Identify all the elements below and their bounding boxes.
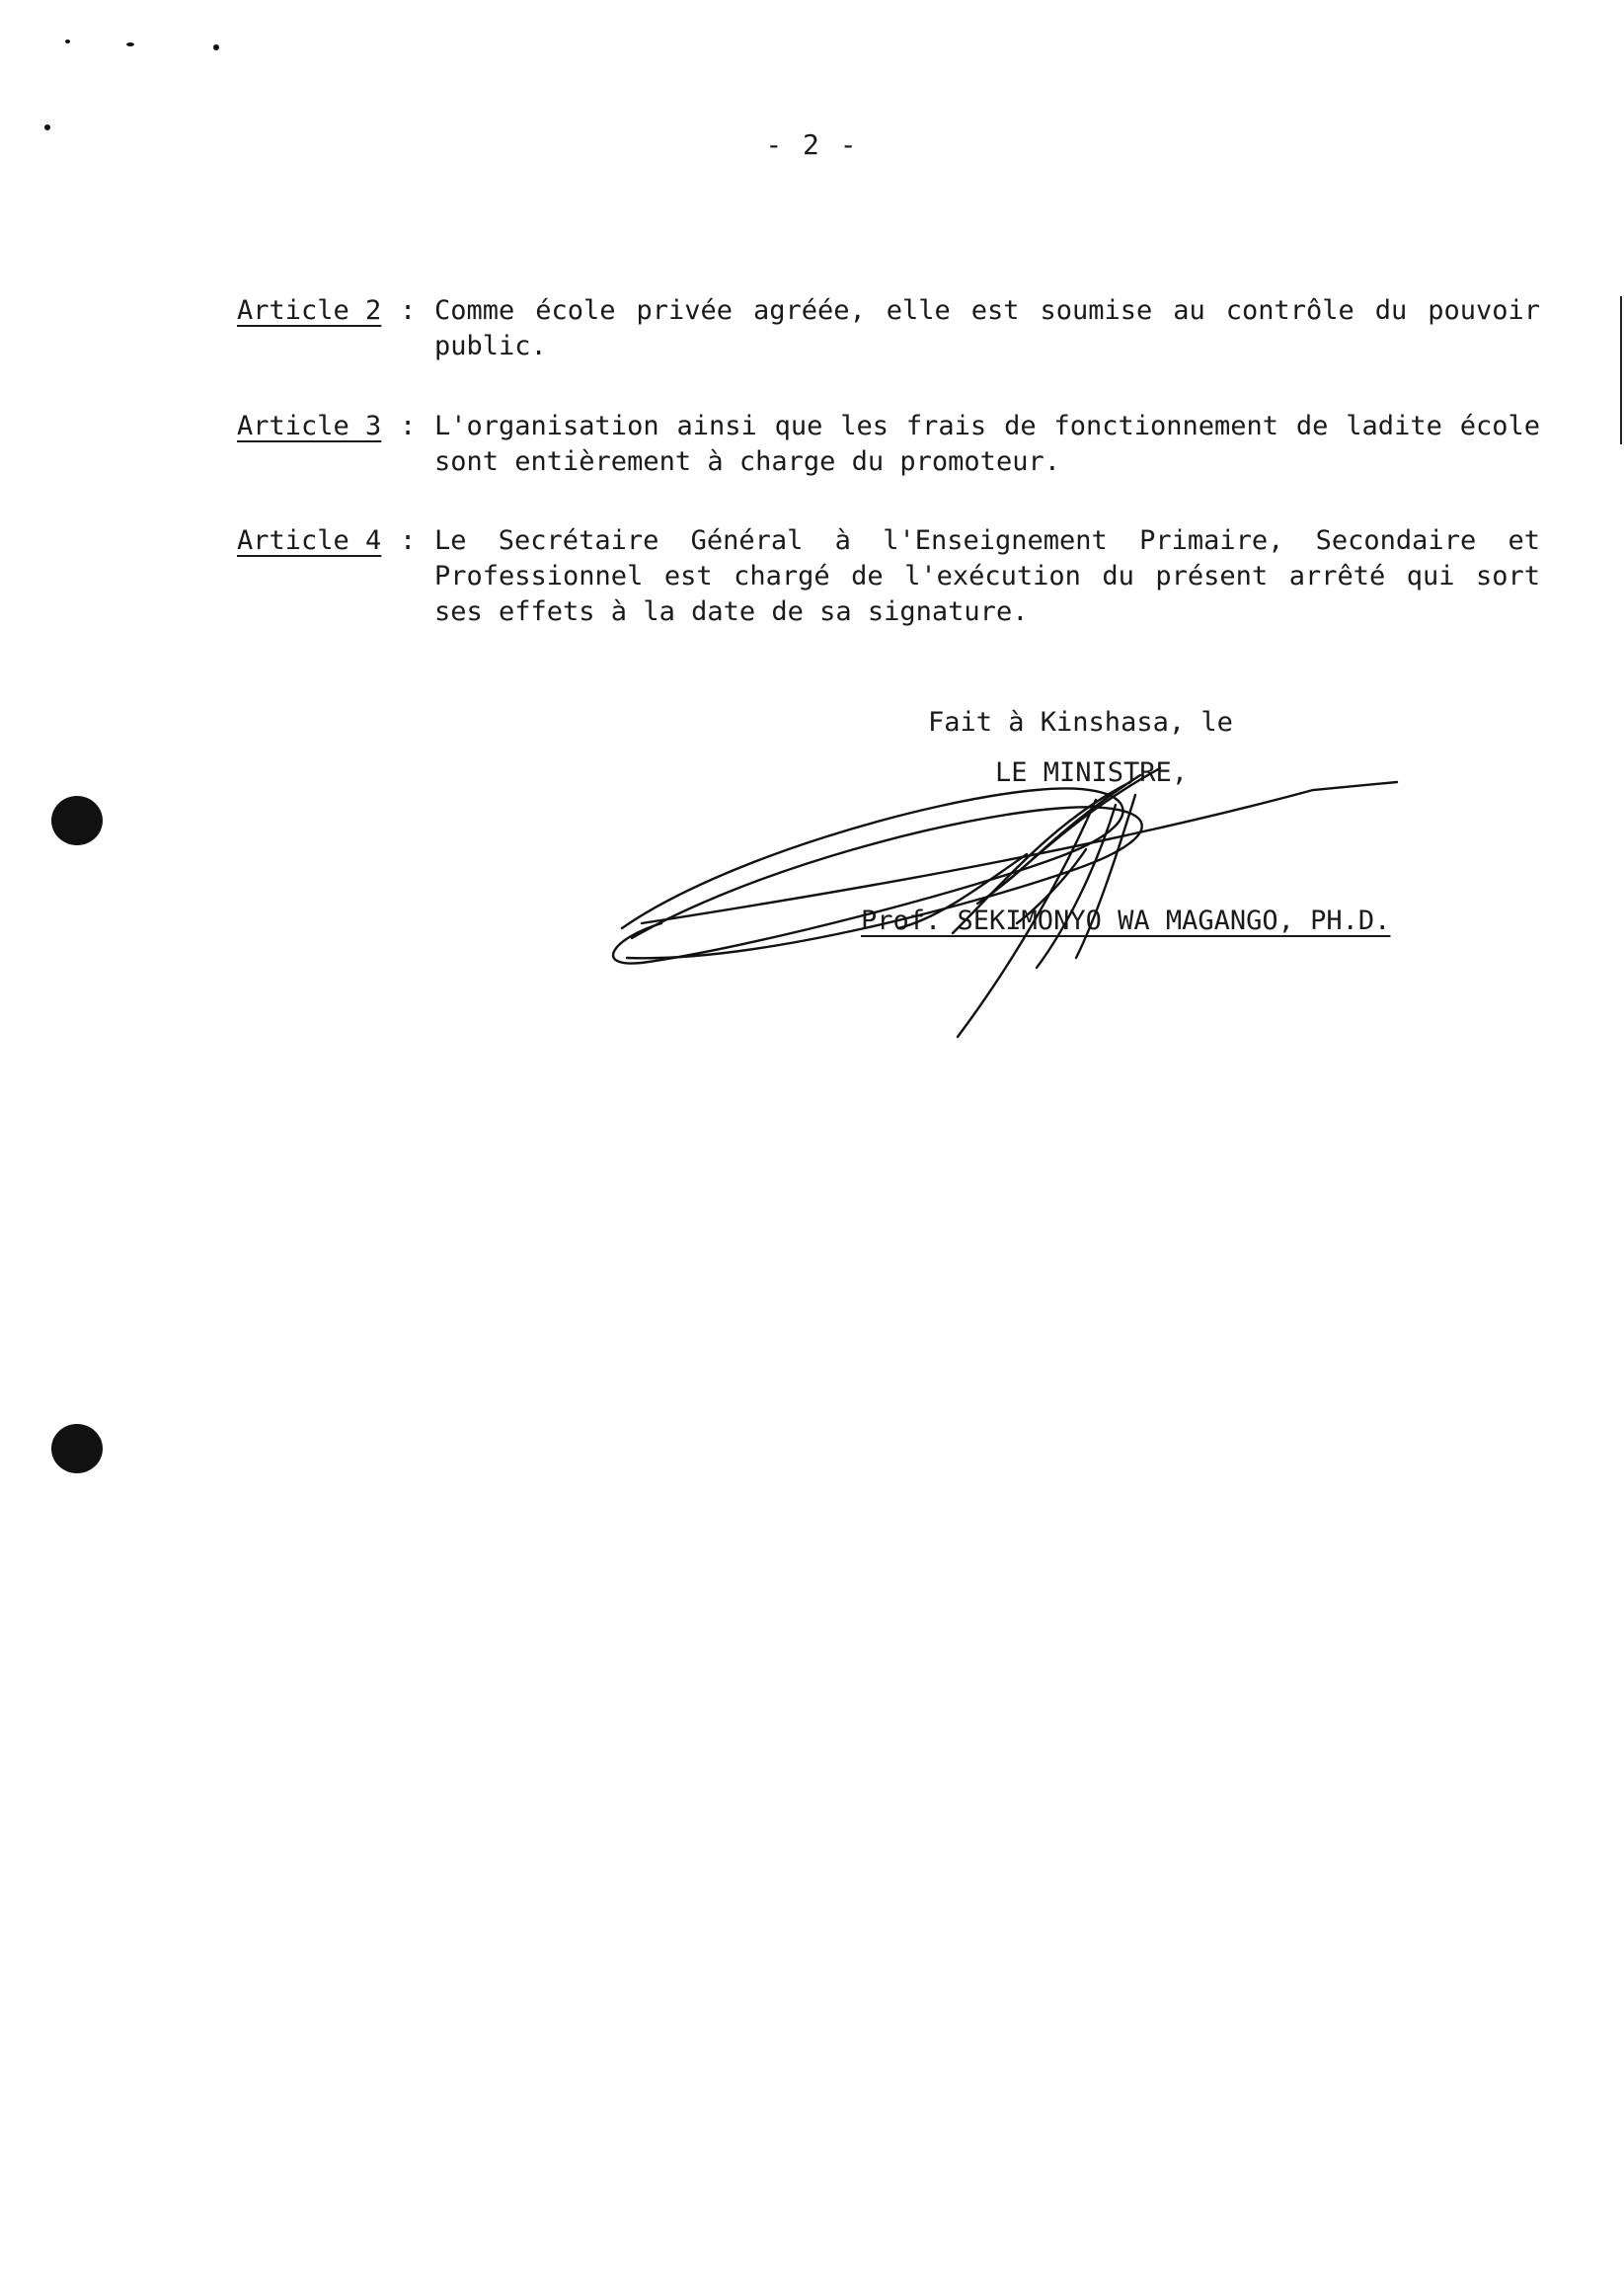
page-edge-line <box>1620 296 1622 444</box>
scan-speck <box>213 44 219 50</box>
article-text: L'organisation ainsi que les frais de fonctionnement de ladite école sont entièrement à charge du promoteur. <box>434 411 1540 477</box>
article-colon: : <box>400 295 417 326</box>
article-colon: : <box>400 525 417 556</box>
article-label: Article 2 <box>237 295 382 326</box>
article-text: Le Secrétaire Général à l'Enseignement Primaire, Secondaire et Professionnel est chargé de l'exécution du présent arrêté qui sort ses effets à la date de sa signature. <box>434 525 1540 627</box>
article-4 <box>237 523 1560 642</box>
article-label: Article 3 <box>237 411 382 441</box>
punch-hole <box>51 796 103 845</box>
signatory-name: Prof. SEKIMONYO WA MAGANGO, PH.D. <box>861 906 1391 936</box>
handwritten-signature <box>602 760 1422 1057</box>
article-3 <box>237 409 1560 488</box>
article-colon: : <box>400 411 417 441</box>
article-text: Comme école privée agréée, elle est soumise au contrôle du pouvoir public. <box>434 295 1540 361</box>
page-number: - 2 - <box>765 128 859 161</box>
place-date: Fait à Kinshasa, le <box>928 707 1233 738</box>
minister-title: LE MINISTRE, <box>995 757 1189 788</box>
article-label: Article 4 <box>237 525 382 556</box>
scan-speck <box>65 39 70 43</box>
article-2 <box>237 293 1560 372</box>
scan-speck <box>126 42 134 46</box>
punch-hole <box>51 1424 103 1473</box>
